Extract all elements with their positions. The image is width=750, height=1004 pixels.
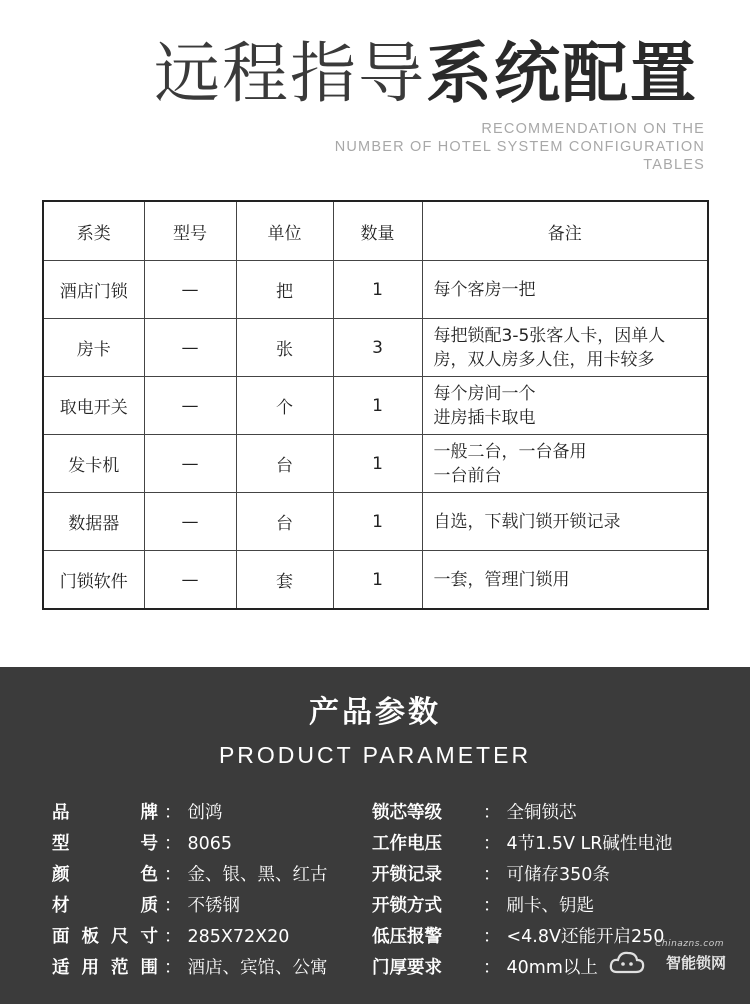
table-header-row — [43, 201, 708, 261]
spec-key: 面板尺寸 — [52, 927, 158, 947]
cloud-logo-icon — [608, 947, 646, 977]
cell-category: 发卡机 — [43, 435, 144, 493]
cell-quantity: 1 — [333, 493, 422, 551]
cell-model: — — [144, 319, 236, 377]
spec-key: 品牌 — [52, 803, 158, 823]
spec-key: 材质 — [52, 896, 158, 916]
cell-category: 取电开关 — [43, 377, 144, 435]
cell-note — [422, 377, 708, 435]
spec-sep: ： — [483, 865, 501, 885]
spec-value: 8065 — [187, 834, 233, 854]
table-row — [43, 551, 708, 610]
spec-value: 4节1.5V LR碱性电池 — [506, 834, 673, 854]
note-line: 每个房间一个 — [433, 383, 536, 404]
spec-value: <4.8V还能开启250 — [506, 927, 665, 947]
table-row — [43, 261, 708, 319]
page-title — [154, 34, 698, 114]
cell-model: — — [144, 261, 236, 319]
cell-quantity: 1 — [333, 435, 422, 493]
spec-value: 285X72X20 — [187, 927, 290, 947]
spec-application — [52, 953, 328, 983]
cell-unit: 个 — [236, 377, 333, 435]
spec-key: 开锁方式 — [372, 896, 442, 916]
page-title-bold: 系统配置 — [426, 35, 698, 112]
spec-value: 不锈钢 — [187, 896, 240, 916]
spec-key: 开锁记录 — [372, 865, 442, 885]
spec-sep: ： — [483, 958, 501, 978]
column-header-unit: 单位 — [236, 201, 333, 261]
spec-key: 适用范围 — [52, 958, 158, 978]
spec-sep: ： — [164, 896, 182, 916]
spec-sep: ： — [164, 803, 182, 823]
column-header-category: 系类 — [43, 201, 144, 261]
spec-unlock-record — [372, 860, 610, 890]
cell-unit: 台 — [236, 435, 333, 493]
watermark-brand: 智能锁网 — [665, 954, 726, 972]
cell-model: — — [144, 551, 236, 610]
column-header-quantity: 数量 — [333, 201, 422, 261]
subtitle-line: NUMBER OF HOTEL SYSTEM CONFIGURATION — [334, 139, 705, 155]
cell-model: — — [144, 377, 236, 435]
spec-sep: ： — [164, 865, 182, 885]
cell-note — [422, 493, 708, 551]
config-table — [42, 200, 709, 610]
cell-category: 数据器 — [43, 493, 144, 551]
cell-category: 门锁软件 — [43, 551, 144, 610]
cell-unit: 台 — [236, 493, 333, 551]
cell-note — [422, 319, 708, 377]
note-line: 一台前台 — [433, 465, 502, 486]
spec-sep: ： — [483, 927, 501, 947]
spec-brand — [52, 798, 223, 828]
column-header-note: 备注 — [422, 201, 708, 261]
spec-door-thickness — [372, 953, 598, 983]
spec-value: 刷卡、钥匙 — [506, 896, 594, 916]
table-row — [43, 493, 708, 551]
cell-unit: 把 — [236, 261, 333, 319]
spec-sep: ： — [483, 803, 501, 823]
cell-note — [422, 551, 708, 610]
spec-key: 锁芯等级 — [372, 803, 442, 823]
spec-voltage — [372, 829, 672, 859]
spec-sep: ： — [483, 896, 501, 916]
spec-key: 低压报警 — [372, 927, 442, 947]
cell-quantity: 1 — [333, 551, 422, 610]
spec-value: 全铜锁芯 — [506, 803, 577, 823]
spec-sep: ： — [164, 927, 182, 947]
spec-sep: ： — [164, 834, 182, 854]
subtitle-line: RECOMMENDATION ON THE — [481, 121, 705, 137]
cell-note — [422, 261, 708, 319]
spec-material — [52, 891, 240, 921]
spec-panel-size — [52, 922, 289, 952]
note-line: 一套，管理门锁用 — [433, 569, 570, 590]
note-line: 房，双人房多人住，用卡较多 — [433, 349, 655, 370]
product-title: 产品参数 — [309, 695, 441, 730]
spec-value: 40mm以上 — [506, 958, 598, 978]
cell-quantity: 3 — [333, 319, 422, 377]
note-line: 一般二台，一台备用 — [433, 441, 587, 462]
note-line: 每把锁配3-5张客人卡，因单人 — [433, 325, 666, 346]
spec-key: 颜色 — [52, 865, 158, 885]
spec-unlock-method — [372, 891, 594, 921]
spec-color — [52, 860, 328, 890]
cell-model: — — [144, 435, 236, 493]
spec-key: 门厚要求 — [372, 958, 442, 978]
cell-model: — — [144, 493, 236, 551]
spec-sep: ： — [164, 958, 182, 978]
page-subtitle — [285, 120, 705, 174]
cell-category: 房卡 — [43, 319, 144, 377]
cell-quantity: 1 — [333, 377, 422, 435]
cell-note — [422, 435, 708, 493]
table-row — [43, 435, 708, 493]
table-row — [43, 319, 708, 377]
spec-value: 可储存350条 — [506, 865, 610, 885]
spec-value: 创鸿 — [187, 803, 223, 823]
subtitle-line: TABLES — [643, 157, 705, 173]
note-line: 每个客房一把 — [433, 279, 536, 300]
cell-quantity: 1 — [333, 261, 422, 319]
watermark-url: Chinazns.com — [655, 939, 724, 949]
spec-value: 酒店、宾馆、公寓 — [187, 958, 328, 978]
spec-key: 工作电压 — [372, 834, 442, 854]
cell-unit: 张 — [236, 319, 333, 377]
table-row — [43, 377, 708, 435]
spec-lock-core — [372, 798, 577, 828]
product-subtitle: PRODUCT PARAMETER — [218, 742, 532, 768]
note-line: 自选，下载门锁开锁记录 — [433, 511, 621, 532]
spec-value: 金、银、黑、红古 — [187, 865, 328, 885]
spec-sep: ： — [483, 834, 501, 854]
note-line: 进房插卡取电 — [433, 407, 536, 428]
watermark — [608, 935, 728, 990]
column-header-model: 型号 — [144, 201, 236, 261]
spec-key: 型号 — [52, 834, 158, 854]
spec-model — [52, 829, 232, 859]
cell-category: 酒店门锁 — [43, 261, 144, 319]
page-title-light: 远程指导 — [154, 35, 426, 112]
cell-unit: 套 — [236, 551, 333, 610]
